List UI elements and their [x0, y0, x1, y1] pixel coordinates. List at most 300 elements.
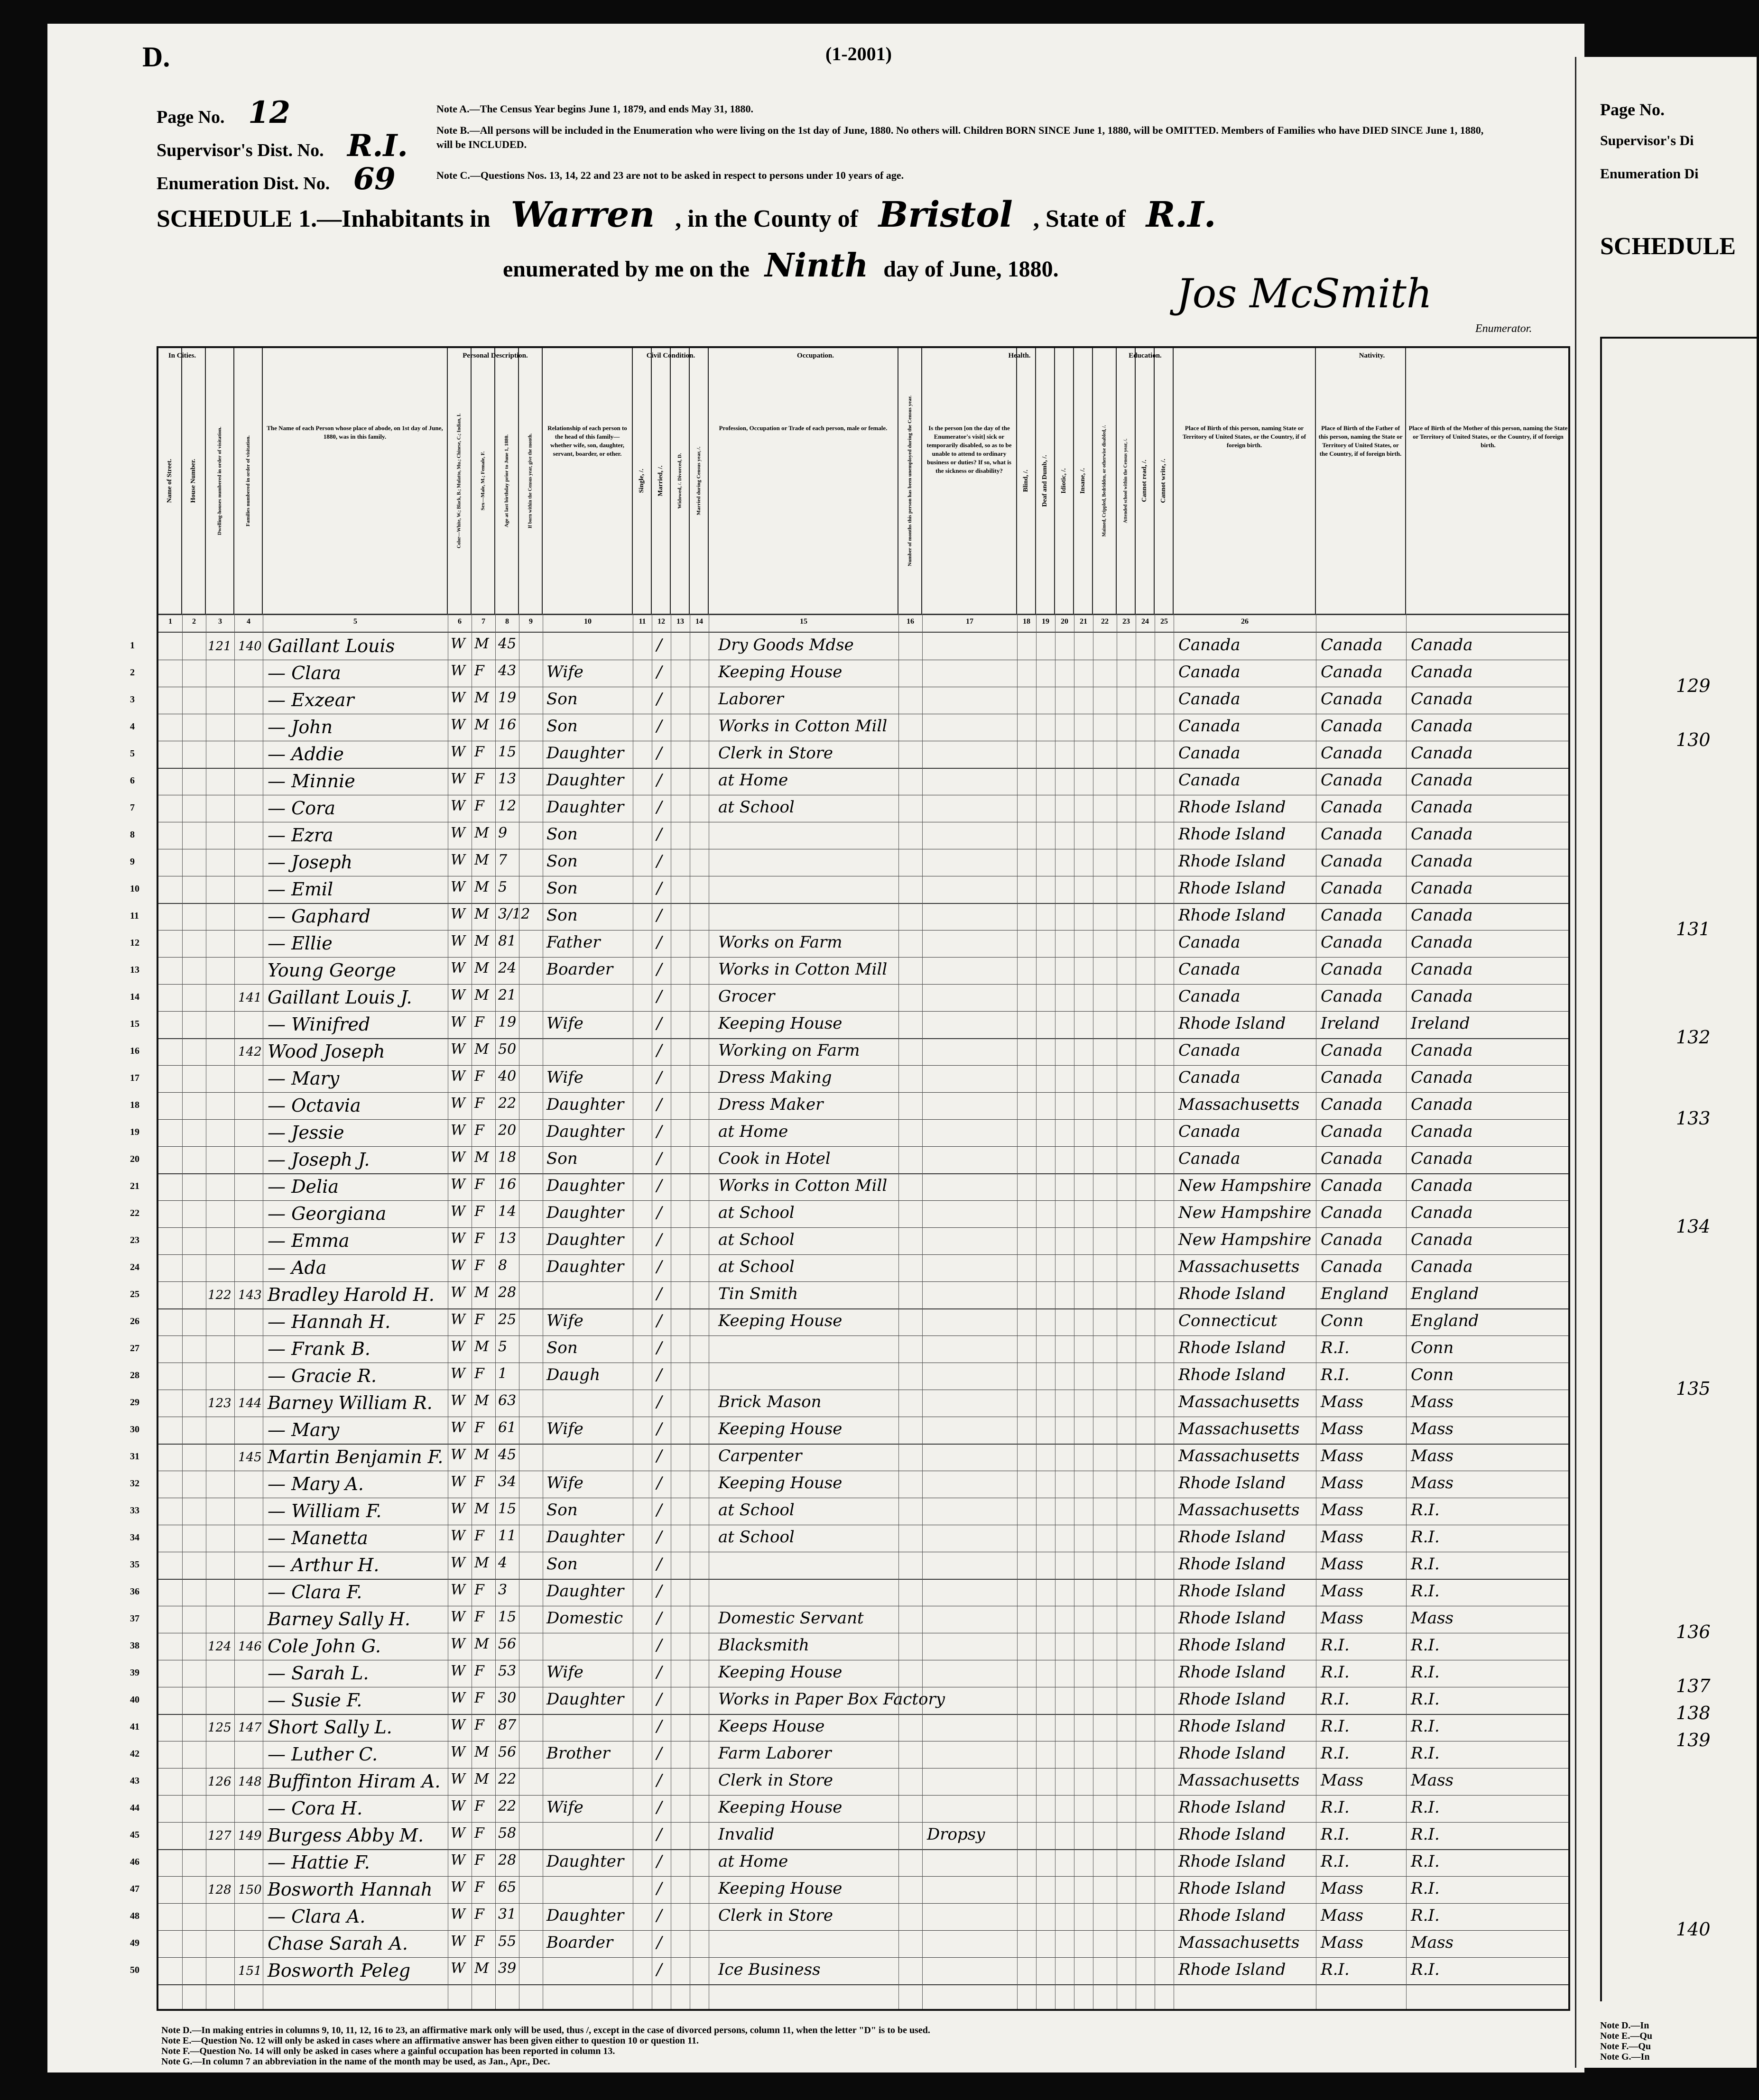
col-sex: Sex—Male, M.; Female, F.	[472, 348, 495, 614]
sex-cell: F	[474, 1879, 484, 1896]
person-name: — Frank B.	[268, 1338, 370, 1359]
civil-mark: /	[657, 1392, 662, 1411]
col-idiotic: Idiotic, /.	[1055, 348, 1074, 614]
mother-birthplace-cell: Canada	[1411, 1257, 1473, 1276]
col-married-year: Married during Census year, /.	[690, 348, 709, 614]
occupation-cell: Dress Making	[718, 1068, 832, 1087]
mother-birthplace-cell: Canada	[1411, 852, 1473, 871]
col-mother-birth: Place of Birth of the Mother of this person, naming the State or Territory of United States, or the Country, if of foreign birth.	[1408, 424, 1568, 449]
line-number: 49	[130, 1938, 139, 1948]
sex-cell: M	[474, 825, 489, 841]
relationship-cell: Domestic	[546, 1609, 623, 1628]
occupation-cell: at School	[718, 798, 795, 817]
rp-dwelling-number: 137	[1676, 1676, 1711, 1696]
sex-cell: M	[474, 1149, 489, 1166]
color-cell: W	[451, 717, 465, 733]
column-number: 15	[800, 617, 807, 626]
age-cell: 3/12	[498, 906, 530, 922]
relationship-cell: Wife	[546, 1419, 583, 1438]
relationship-cell: Daughter	[546, 1176, 624, 1195]
civil-mark: /	[657, 1014, 662, 1033]
rp-note-g: Note G.—In	[1600, 2052, 1650, 2062]
age-cell: 43	[498, 663, 517, 679]
supervisor-district	[157, 128, 408, 164]
civil-mark: /	[657, 1582, 662, 1601]
civil-mark: /	[657, 1068, 662, 1087]
age-cell: 19	[498, 1014, 517, 1031]
person-name: — Hannah H.	[268, 1311, 391, 1332]
person-name: — Clara	[268, 663, 341, 683]
line-number: 22	[130, 1208, 139, 1218]
table-row	[130, 1930, 1568, 1956]
col-birthplace: Place of Birth of this person, naming State or Territory of United States, or the Country, if of foreign birth.	[1174, 348, 1316, 614]
line-number: 31	[130, 1451, 139, 1462]
color-cell: W	[451, 1879, 465, 1896]
col-cannot-write: Cannot write, /.	[1155, 348, 1174, 614]
birthplace-cell: Massachusetts	[1178, 1419, 1300, 1438]
person-name: — Joseph	[268, 852, 352, 873]
line-number: 19	[130, 1127, 139, 1137]
age-cell: 58	[498, 1825, 517, 1842]
table-row	[130, 849, 1568, 875]
mother-birthplace-cell: Canada	[1411, 663, 1473, 682]
line-number: 26	[130, 1316, 139, 1326]
color-cell: W	[451, 1149, 465, 1166]
father-birthplace-cell: Mass	[1321, 1933, 1363, 1952]
birthplace-cell: Connecticut	[1178, 1311, 1278, 1330]
color-cell: W	[451, 1609, 465, 1625]
table-row	[130, 1714, 1568, 1740]
father-birthplace-cell: R.I.	[1321, 1690, 1350, 1709]
age-cell: 65	[498, 1879, 517, 1896]
father-birthplace-cell: Canada	[1321, 1257, 1383, 1276]
birthplace-cell: Rhode Island	[1178, 1338, 1286, 1357]
table-row	[130, 1687, 1568, 1713]
color-cell: W	[451, 1717, 465, 1733]
relationship-cell: Daughter	[546, 1230, 624, 1249]
relationship-cell: Son	[546, 1338, 578, 1357]
color-cell: W	[451, 987, 465, 1004]
age-cell: 39	[498, 1960, 517, 1977]
line-number: 41	[130, 1722, 139, 1732]
table-row	[130, 1038, 1568, 1064]
age-cell: 7	[498, 852, 508, 868]
column-number: 3	[218, 617, 222, 626]
father-birthplace-cell: Mass	[1321, 1419, 1363, 1438]
family-number: 145	[238, 1450, 262, 1464]
mother-birthplace-cell: Canada	[1411, 906, 1473, 925]
civil-mark: /	[657, 1338, 662, 1357]
relationship-cell: Daughter	[546, 744, 624, 763]
father-birthplace-cell: Canada	[1321, 1176, 1383, 1195]
color-cell: W	[451, 906, 465, 922]
birthplace-cell: New Hampshire	[1178, 1203, 1312, 1222]
age-cell: 11	[498, 1528, 517, 1544]
column-number: 26	[1241, 617, 1249, 626]
civil-mark: /	[657, 906, 662, 925]
column-number: 1	[168, 617, 172, 626]
age-cell: 81	[498, 933, 517, 949]
table-row	[130, 1525, 1568, 1551]
father-birthplace-cell: Mass	[1321, 1474, 1363, 1492]
birthplace-cell: Rhode Island	[1178, 1744, 1286, 1763]
sex-cell: M	[474, 987, 489, 1004]
sex-cell: F	[474, 1825, 484, 1842]
age-cell: 40	[498, 1068, 517, 1085]
census-table	[130, 346, 1570, 2011]
color-cell: W	[451, 1501, 465, 1517]
county-value: Bristol	[878, 194, 1013, 235]
occupation-cell: Carpenter	[718, 1446, 802, 1465]
table-row	[130, 1471, 1568, 1497]
line-number: 16	[130, 1046, 139, 1056]
col-cannot-read: Cannot read, /.	[1136, 348, 1155, 614]
father-birthplace-cell: Canada	[1321, 1149, 1383, 1168]
birthplace-cell: Rhode Island	[1178, 906, 1286, 925]
person-name: — Minnie	[268, 771, 355, 792]
person-name: Barney William R.	[268, 1392, 433, 1413]
civil-mark: /	[657, 1365, 662, 1384]
mother-birthplace-cell: Canada	[1411, 1122, 1473, 1141]
age-cell: 15	[498, 1501, 517, 1517]
occupation-cell: Keeps House	[718, 1717, 825, 1736]
color-cell: W	[451, 1203, 465, 1220]
col-insane: Insane, /.	[1074, 348, 1093, 614]
mother-birthplace-cell: R.I.	[1411, 1663, 1440, 1682]
person-name: Martin Benjamin F.	[268, 1446, 444, 1467]
civil-mark: /	[657, 933, 662, 952]
age-cell: 14	[498, 1203, 517, 1220]
age-cell: 50	[498, 1041, 517, 1058]
civil-mark: /	[657, 690, 662, 709]
person-name: — Ezra	[268, 825, 333, 846]
age-cell: 13	[498, 771, 517, 787]
col-unemployed: Number of months this person has been unemployed during the Census year.	[898, 348, 922, 614]
occupation-cell: at Home	[718, 1852, 788, 1871]
relationship-cell: Daughter	[546, 1906, 624, 1925]
father-birthplace-cell: Canada	[1321, 1203, 1383, 1222]
father-birthplace-cell: Mass	[1321, 1392, 1363, 1411]
line-number: 37	[130, 1613, 139, 1624]
column-number: 24	[1141, 617, 1149, 626]
page-number	[157, 95, 290, 130]
rp-schedule: SCHEDULE	[1600, 233, 1736, 260]
table-row	[130, 1498, 1568, 1524]
father-birthplace-cell: Canada	[1321, 933, 1383, 952]
mother-birthplace-cell: R.I.	[1411, 1582, 1440, 1601]
civil-mark: /	[657, 1311, 662, 1330]
civil-mark: /	[657, 1041, 662, 1060]
sex-cell: F	[474, 1419, 484, 1436]
person-name: Bosworth Hannah	[268, 1879, 433, 1900]
sex-cell: F	[474, 1311, 484, 1328]
rp-enumeration-label: Enumeration Di	[1600, 166, 1699, 182]
father-birthplace-cell: Canada	[1321, 879, 1383, 898]
table-row	[130, 1552, 1568, 1578]
birthplace-cell: Canada	[1178, 744, 1241, 763]
civil-mark: /	[657, 1798, 662, 1817]
occupation-cell: Farm Laborer	[718, 1744, 832, 1763]
relationship-cell: Daughter	[546, 1257, 624, 1276]
color-cell: W	[451, 1068, 465, 1085]
line-number: 32	[130, 1478, 139, 1489]
date-label: day of June, 1880.	[883, 257, 1059, 282]
father-birthplace-cell: Canada	[1321, 798, 1383, 817]
sex-cell: M	[474, 1338, 489, 1355]
birthplace-cell: Massachusetts	[1178, 1501, 1300, 1520]
father-birthplace-cell: Canada	[1321, 690, 1383, 709]
birthplace-cell: Rhode Island	[1178, 1798, 1286, 1817]
age-cell: 28	[498, 1284, 517, 1301]
mother-birthplace-cell: England	[1411, 1311, 1479, 1330]
birthplace-cell: Canada	[1178, 771, 1241, 790]
group-occupation: Occupation.	[797, 352, 834, 359]
civil-mark: /	[657, 1906, 662, 1925]
col-blind: Blind, /.	[1017, 348, 1036, 614]
table-row	[130, 1119, 1568, 1145]
mother-birthplace-cell: Conn	[1411, 1365, 1454, 1384]
rp-dwelling-number: 130	[1676, 729, 1711, 750]
line-number: 23	[130, 1235, 139, 1245]
rp-note-f: Note F.—Qu	[1600, 2041, 1651, 2052]
sex-cell: M	[474, 1744, 489, 1760]
group-health: Health.	[1008, 352, 1031, 359]
color-cell: W	[451, 1906, 465, 1923]
father-birthplace-cell: R.I.	[1321, 1365, 1350, 1384]
color-cell: W	[451, 1933, 465, 1950]
line-number: 33	[130, 1505, 139, 1516]
father-birthplace-cell: Canada	[1321, 1068, 1383, 1087]
person-name: Gaillant Louis	[268, 636, 395, 656]
father-birthplace-cell: R.I.	[1321, 1825, 1350, 1844]
color-cell: W	[451, 960, 465, 976]
father-birthplace-cell: R.I.	[1321, 1636, 1350, 1655]
civil-mark: /	[657, 1933, 662, 1952]
county-label: , in the County of	[675, 205, 858, 232]
col-deaf: Deaf and Dumb, /.	[1036, 348, 1055, 614]
note-e: Note E.—Question No. 12 will only be asked in cases where an affirmative answer has been given either to question 10 or question 11.	[161, 2036, 699, 2046]
relationship-cell: Son	[546, 690, 578, 709]
col-widowed: Widowed, /. Divorced, D.	[671, 348, 690, 614]
age-cell: 18	[498, 1149, 517, 1166]
table-row	[130, 1417, 1568, 1443]
color-cell: W	[451, 636, 465, 652]
color-cell: W	[451, 1446, 465, 1463]
birthplace-cell: Canada	[1178, 960, 1241, 979]
col-school: Attended school within the Census year, /.	[1117, 348, 1136, 614]
column-number: 6	[458, 617, 462, 626]
person-name: — Clara A.	[268, 1906, 366, 1927]
relationship-cell: Wife	[546, 1311, 583, 1330]
sex-cell: M	[474, 1771, 489, 1787]
sex-cell: F	[474, 798, 484, 814]
table-row	[130, 633, 1568, 659]
father-birthplace-cell: Canada	[1321, 663, 1383, 682]
father-birthplace-cell: England	[1321, 1284, 1389, 1303]
person-name: — Cora	[268, 798, 335, 819]
table-row	[130, 1173, 1568, 1199]
person-name: — Susie F.	[268, 1690, 362, 1711]
footnotes	[161, 2025, 1537, 2067]
civil-mark: /	[657, 1744, 662, 1763]
color-cell: W	[451, 798, 465, 814]
father-birthplace-cell: Mass	[1321, 1528, 1363, 1547]
birthplace-cell: Rhode Island	[1178, 1014, 1286, 1033]
dwelling-number: 121	[208, 639, 231, 654]
occupation-cell: Keeping House	[718, 1879, 842, 1898]
line-number: 15	[130, 1019, 139, 1029]
civil-mark: /	[657, 1636, 662, 1655]
color-cell: W	[451, 1257, 465, 1274]
age-cell: 61	[498, 1419, 517, 1436]
mother-birthplace-cell: R.I.	[1411, 1501, 1440, 1520]
father-birthplace-cell: Mass	[1321, 1906, 1363, 1925]
rp-dwelling-number: 129	[1676, 675, 1711, 696]
occupation-cell: at School	[718, 1230, 795, 1249]
line-number: 48	[130, 1911, 139, 1921]
father-birthplace-cell: Mass	[1321, 1879, 1363, 1898]
color-cell: W	[451, 1771, 465, 1787]
table-row	[130, 1957, 1568, 1983]
color-cell: W	[451, 1582, 465, 1598]
civil-mark: /	[657, 1446, 662, 1465]
mother-birthplace-cell: Canada	[1411, 987, 1473, 1006]
rp-dwelling-number: 138	[1676, 1703, 1711, 1723]
birthplace-cell: Rhode Island	[1178, 1663, 1286, 1682]
father-birthplace-cell: Mass	[1321, 1446, 1363, 1465]
age-cell: 55	[498, 1933, 517, 1950]
page-no-value: 12	[248, 95, 291, 130]
father-birthplace-cell: Canada	[1321, 744, 1383, 763]
col-family: Families numbered in order of visitation.	[234, 348, 263, 614]
relationship-cell: Daughter	[546, 1690, 624, 1709]
color-cell: W	[451, 1338, 465, 1355]
father-birthplace-cell: Mass	[1321, 1771, 1363, 1790]
civil-mark: /	[657, 1284, 662, 1303]
table-row	[130, 822, 1568, 848]
relationship-cell: Wife	[546, 1474, 583, 1492]
civil-mark: /	[657, 1555, 662, 1574]
birthplace-cell: Rhode Island	[1178, 1879, 1286, 1898]
civil-mark: /	[657, 717, 662, 736]
mother-birthplace-cell: Canada	[1411, 717, 1473, 736]
age-cell: 22	[498, 1798, 517, 1814]
dwelling-number: 126	[208, 1775, 231, 1789]
color-cell: W	[451, 1392, 465, 1409]
rp-dwelling-number: 140	[1676, 1919, 1711, 1940]
age-cell: 9	[498, 825, 508, 841]
table-row	[130, 660, 1568, 686]
dwelling-number: 127	[208, 1829, 231, 1843]
sex-cell: M	[474, 1960, 489, 1977]
line-number: 44	[130, 1803, 139, 1813]
mother-birthplace-cell: Canada	[1411, 1149, 1473, 1168]
person-name: — Jessie	[268, 1122, 344, 1143]
sex-cell: F	[474, 1014, 484, 1031]
group-civil: Civil Condition.	[646, 352, 695, 359]
line-number: 36	[130, 1586, 139, 1597]
age-cell: 4	[498, 1555, 508, 1571]
table-row	[130, 1254, 1568, 1280]
day-value: Ninth	[764, 247, 869, 285]
col-dwelling: Dwelling-houses numbered in order of visitation.	[206, 348, 234, 614]
column-number: 11	[639, 617, 646, 626]
person-name: Bradley Harold H.	[268, 1284, 435, 1305]
table-row	[130, 1390, 1568, 1416]
mother-birthplace-cell: R.I.	[1411, 1960, 1440, 1979]
color-cell: W	[451, 1663, 465, 1679]
birthplace-cell: Rhode Island	[1178, 1852, 1286, 1871]
relationship-cell: Son	[546, 1149, 578, 1168]
mother-birthplace-cell: Canada	[1411, 1176, 1473, 1195]
person-name: — John	[268, 717, 333, 737]
table-row	[130, 984, 1568, 1010]
line-number: 43	[130, 1776, 139, 1786]
line-number: 9	[130, 857, 135, 867]
family-number: 144	[238, 1396, 262, 1410]
sex-cell: F	[474, 1203, 484, 1220]
birthplace-cell: Rhode Island	[1178, 852, 1286, 871]
mother-birthplace-cell: R.I.	[1411, 1636, 1440, 1655]
group-personal: Personal Description.	[463, 352, 528, 359]
color-cell: W	[451, 1852, 465, 1869]
birthplace-cell: Canada	[1178, 1068, 1241, 1087]
civil-mark: /	[657, 1149, 662, 1168]
line-number: 11	[130, 911, 139, 921]
age-cell: 13	[498, 1230, 517, 1247]
sex-cell: M	[474, 1446, 489, 1463]
age-cell: 16	[498, 1176, 517, 1193]
line-number: 35	[130, 1559, 139, 1570]
enumeration-date	[503, 247, 1059, 285]
occupation-cell: Dry Goods Mdse	[718, 636, 854, 654]
occupation-cell: Grocer	[718, 987, 775, 1006]
sex-cell: F	[474, 1690, 484, 1706]
column-number: 17	[966, 617, 973, 626]
civil-mark: /	[657, 987, 662, 1006]
sex-cell: F	[474, 1257, 484, 1274]
color-cell: W	[451, 1365, 465, 1382]
col-sick: Is the person [on the day of the Enumerator's visit] sick or temporarily disabled, so as to be unable to attend to ordinary business or duties? If so, what is the sickness or disability?	[922, 348, 1017, 614]
father-birthplace-cell: R.I.	[1321, 1663, 1350, 1682]
column-number: 18	[1023, 617, 1030, 626]
color-cell: W	[451, 1690, 465, 1706]
rp-note-d: Note D.—In	[1600, 2020, 1649, 2031]
person-name: — Mary A.	[268, 1474, 364, 1494]
civil-mark: /	[657, 1609, 662, 1628]
civil-mark: /	[657, 798, 662, 817]
header-notes	[436, 95, 1499, 190]
age-cell: 5	[498, 1338, 508, 1355]
birthplace-cell: Rhode Island	[1178, 1582, 1286, 1601]
person-name: Barney Sally H.	[268, 1609, 411, 1630]
birthplace-cell: Canada	[1178, 663, 1241, 682]
color-cell: W	[451, 1744, 465, 1760]
father-birthplace-cell: Canada	[1321, 825, 1383, 844]
sex-cell: F	[474, 744, 484, 760]
table-row	[130, 1092, 1568, 1118]
father-birthplace-cell: R.I.	[1321, 1717, 1350, 1736]
age-cell: 21	[498, 987, 517, 1004]
father-birthplace-cell: Canada	[1321, 1230, 1383, 1249]
column-number: 10	[584, 617, 592, 626]
relationship-cell: Son	[546, 825, 578, 844]
father-birthplace-cell: R.I.	[1321, 1338, 1350, 1357]
civil-mark: /	[657, 1879, 662, 1898]
civil-mark: /	[657, 636, 662, 654]
mother-birthplace-cell: R.I.	[1411, 1852, 1440, 1871]
father-birthplace-cell: Canada	[1321, 771, 1383, 790]
